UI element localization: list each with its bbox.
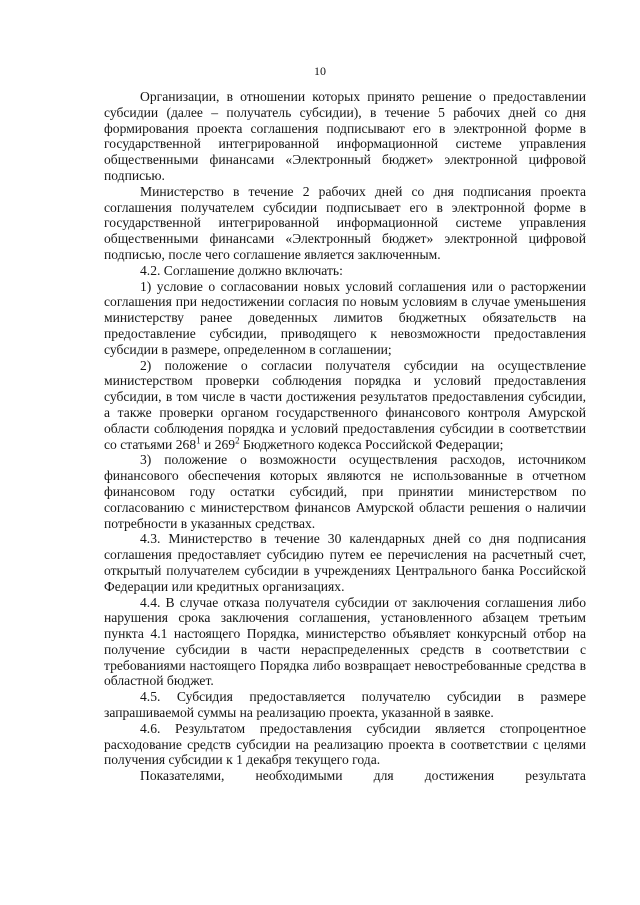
page-number: 10 bbox=[314, 64, 326, 78]
paragraph-4-6: 4.6. Результатом предоставления субсидии является стопроцентное расходование средств субсидии на реализацию проекта в соответствии с целями получения субсидии к 1 декабря текущего года. bbox=[104, 720, 586, 768]
last-line-word: Показателями, bbox=[140, 768, 225, 784]
paragraph-4-3: 4.3. Министерство в течение 30 календарных дней со дня подписания соглашения предоставляет субсидию путем ее перечисления на расчетный счет, открытый получателем субсидии в учреждениях Центрального банка Российской Федерации или кредитных организациях. bbox=[104, 531, 586, 594]
paragraph-4-2-item-2 bbox=[104, 358, 586, 453]
document-body bbox=[104, 89, 586, 784]
last-line-word: необходимыми bbox=[255, 768, 343, 784]
item-2-text-after: Бюджетного кодекса Российской Федерации; bbox=[239, 436, 504, 452]
last-line-word: достижения bbox=[424, 768, 495, 784]
item-2-text-before: 2) положение о согласии получателя субсидии на осуществление министерством проверки соблюдения порядка и условий предоставления субсидии, в том числе в части достижения результатов предоставления субсидии, а также проверки органом государственного финансового контроля Амурской области соблюдения порядка и условий предоставления субсидии в соответствии со статьями 268 bbox=[104, 357, 586, 452]
last-line-word: для bbox=[373, 768, 394, 784]
article-superscript-2: 2 bbox=[235, 435, 240, 445]
paragraph-indicators-start bbox=[104, 768, 586, 784]
paragraph-4-4: 4.4. В случае отказа получателя субсидии от заключения соглашения либо нарушения срока заключения соглашения, установленного абзацем третьим пункта 4.1 настоящего Порядка, министерство объявляет конкурсный отбор на получение субсидии в части нераспределенных средств в соответствии с требованиями настоящего Порядка либо возвращает невостребованные средства в областной бюджет. bbox=[104, 594, 586, 689]
paragraph-4-2-heading: 4.2. Соглашение должно включать: bbox=[140, 262, 343, 278]
article-superscript-1: 1 bbox=[196, 435, 201, 445]
paragraph-signing-ministry: Министерство в течение 2 рабочих дней со дня подписания проекта соглашения получателем субсидии подписывает его в электронной форме в государственной интегрированной информационной системе управления общественными финансами «Электронный бюджет» электронной цифровой подписью, после чего соглашение является заключенным. bbox=[104, 183, 586, 262]
paragraph-4-2-item-3: 3) положение о возможности осуществления расходов, источником финансового обеспечения которых являются не использованные в отчетном финансовом году остатки субсидий, при принятии министерством по согласованию с министерством финансов Амурской области решения о наличии потребности в указанных средствах. bbox=[104, 452, 586, 531]
paragraph-signing-recipient: Организации, в отношении которых принято решение о предоставлении субсидии (далее – получатель субсидии), в течение 5 рабочих дней со дня формирования проекта соглашения подписывают его в электронной форме в государственной интегрированной информационной системе управления общественными финансами «Электронный бюджет» электронной цифровой подписью. bbox=[104, 89, 586, 183]
last-line-word: результата bbox=[525, 768, 586, 784]
paragraph-4-2-item-1: 1) условие о согласовании новых условий соглашения или о расторжении соглашения при недостижении согласия по новым условиям в случае уменьшения министерству ранее доведенных лимитов бюджетных обязательств на предоставление субсидии, приводящего к невозможности предоставления субсидии в размере, определенном в соглашении; bbox=[104, 278, 586, 357]
item-2-text-middle: и 269 bbox=[200, 436, 236, 452]
paragraph-4-5: 4.5. Субсидия предоставляется получателю субсидии в размере запрашиваемой суммы на реализацию проекта, указанной в заявке. bbox=[104, 689, 586, 721]
